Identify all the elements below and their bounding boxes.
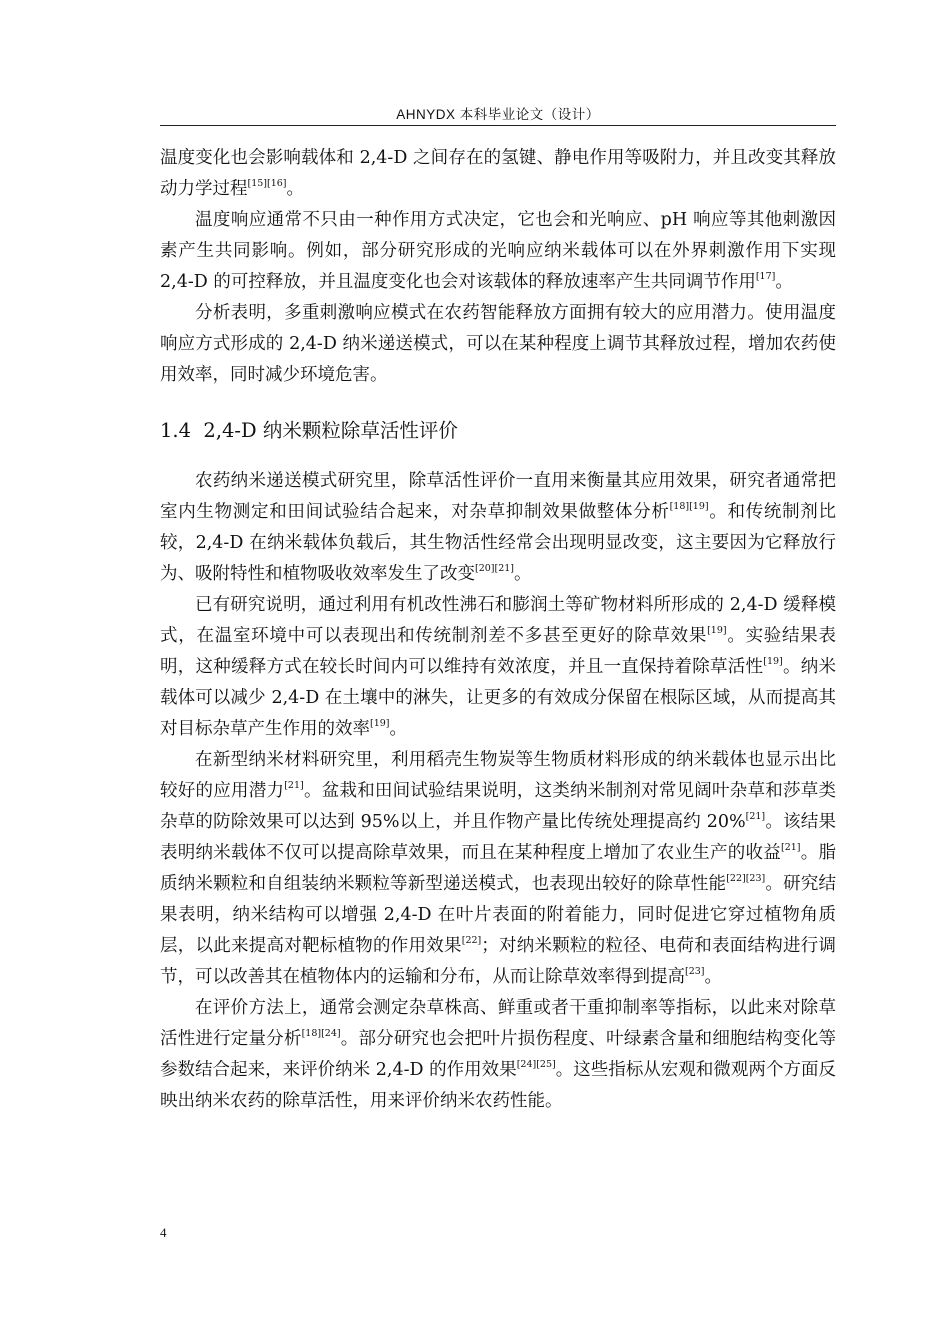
citation: [21]: [781, 842, 801, 853]
citation: [23]: [685, 966, 705, 977]
text-run: 温度变化也会影响载体和 2,4-D 之间存在的氢键、静电作用等吸附力，并且改变其释放动力学过程: [160, 148, 836, 199]
citation: [19]: [370, 718, 390, 729]
header-rule: [160, 125, 836, 126]
text-run: 分析表明，多重刺激响应模式在农药智能释放方面拥有较大的应用潜力。使用温度响应方式形成的 2,4-D 纳米递送模式，可以在某种程度上调节其释放过程，增加农药使用效率，同时减少环境危害。: [160, 303, 836, 385]
text-run: 农药纳米递送模式研究里，除草活性评价一直用来衡量其应用效果，研究者通常把室内生物测定和田间试验结合起来，对杂草抑制效果做整体分析: [160, 471, 836, 522]
text-run: 。和传统制剂比较，2,4-D 在纳米载体负载后，其生物活性经常会出现明显改变，这主要因为它释放行为、吸附特性和植物吸收效率发生了改变: [160, 502, 837, 584]
citation: [22]: [461, 935, 482, 946]
section-paragraph-2: [160, 590, 836, 745]
text-run: 。实验结果表明，这种缓释方式在较长时间内可以维持有效浓度，并且一直保持着除草活性: [160, 626, 837, 677]
text-run: 。研究结果表明，纳米结构可以增强 2,4-D 在叶片表面的附着能力，同时促进它穿过植物角质层，以此来提高对靶标植物的作用效果: [160, 874, 837, 956]
text-run: 。部分研究也会把叶片损伤程度、叶绿素含量和细胞结构变化等参数结合起来，来评价纳米 2,4-D 的作用效果: [160, 1029, 837, 1080]
text-run: 。: [775, 272, 793, 292]
section-paragraph-3: [160, 745, 836, 993]
text-run: 。: [704, 967, 723, 987]
page-body: [160, 143, 836, 1117]
page-number: 4: [160, 1225, 167, 1240]
citation: [19]: [763, 656, 783, 667]
text-run: 。: [514, 564, 532, 584]
text-run: 在新型纳米材料研究里，利用稻壳生物炭等生物质材料形成的纳米载体也显示出比较好的应用潜力: [160, 750, 836, 801]
paragraph-2: [160, 205, 836, 298]
text-run: 。盆栽和田间试验结果说明，这类纳米制剂对常见阔叶杂草和莎草类杂草的防除效果可以达到 95%以上，并且作物产量比传统处理提高约 20%: [160, 781, 837, 832]
text-run: 。这些指标从宏观和微观两个方面反映出纳米农药的除草活性，用来评价纳米农药性能。: [160, 1060, 836, 1111]
text-run: ；对纳米颗粒的粒径、电荷和表面结构进行调节，可以改善其在植物体内的运输和分布，从而让除草效率得到提高: [160, 936, 837, 987]
paragraph-3: [160, 298, 836, 391]
citation: [17]: [755, 271, 776, 282]
text-run: 。: [286, 179, 305, 199]
citation: [21]: [284, 780, 304, 791]
text-run: 。该结果表明纳米载体不仅可以提高除草效果，而且在某种程度上增加了农业生产的收益: [160, 812, 837, 863]
text-run: 在评价方法上，通常会测定杂草株高、鲜重或者干重抑制率等指标，以此来对除草活性进行定量分析: [160, 998, 836, 1049]
citation: [21]: [745, 811, 766, 822]
text-run: 。脂质纳米颗粒和自组装纳米颗粒等新型递送模式，也表现出较好的除草性能: [160, 843, 837, 894]
section-paragraph-4: [160, 993, 836, 1117]
section-number: 1.4: [160, 419, 192, 442]
text-run: 温度响应通常不只由一种作用方式决定，它也会和光响应、pH 响应等其他刺激因素产生共同影响。例如，部分研究形成的光响应纳米载体可以在外界刺激作用下实现 2,4-D 的可控释放，并且温度变化也会对该载体的释放速率产生共同调节作用: [160, 210, 836, 292]
paragraph-1: [160, 143, 836, 205]
text-run: 。纳米载体可以减少 2,4-D 在土壤中的淋失，让更多的有效成分保留在根际区域，从而提高其对目标杂草产生作用的效率: [160, 657, 837, 739]
section-title: 2,4-D 纳米颗粒除草活性评价: [203, 419, 458, 442]
citation: [18][24]: [301, 1028, 341, 1039]
citation: [20][21]: [475, 563, 515, 574]
text-run: 已有研究说明，通过利用有机改性沸石和膨润土等矿物材料所形成的 2,4-D 缓释模式，在温室环境中可以表现出和传统制剂差不多甚至更好的除草效果: [160, 595, 836, 646]
section-heading: [160, 416, 836, 446]
citation: [24][25]: [516, 1059, 556, 1070]
running-header: AHNYDX 本科毕业论文（设计）: [396, 107, 600, 122]
citation: [15][16]: [247, 178, 287, 189]
text-run: 。: [389, 719, 408, 739]
citation: [18][19]: [669, 501, 709, 512]
citation: [22][23]: [726, 873, 766, 884]
section-paragraph-1: [160, 466, 836, 590]
citation: [19]: [707, 625, 727, 636]
